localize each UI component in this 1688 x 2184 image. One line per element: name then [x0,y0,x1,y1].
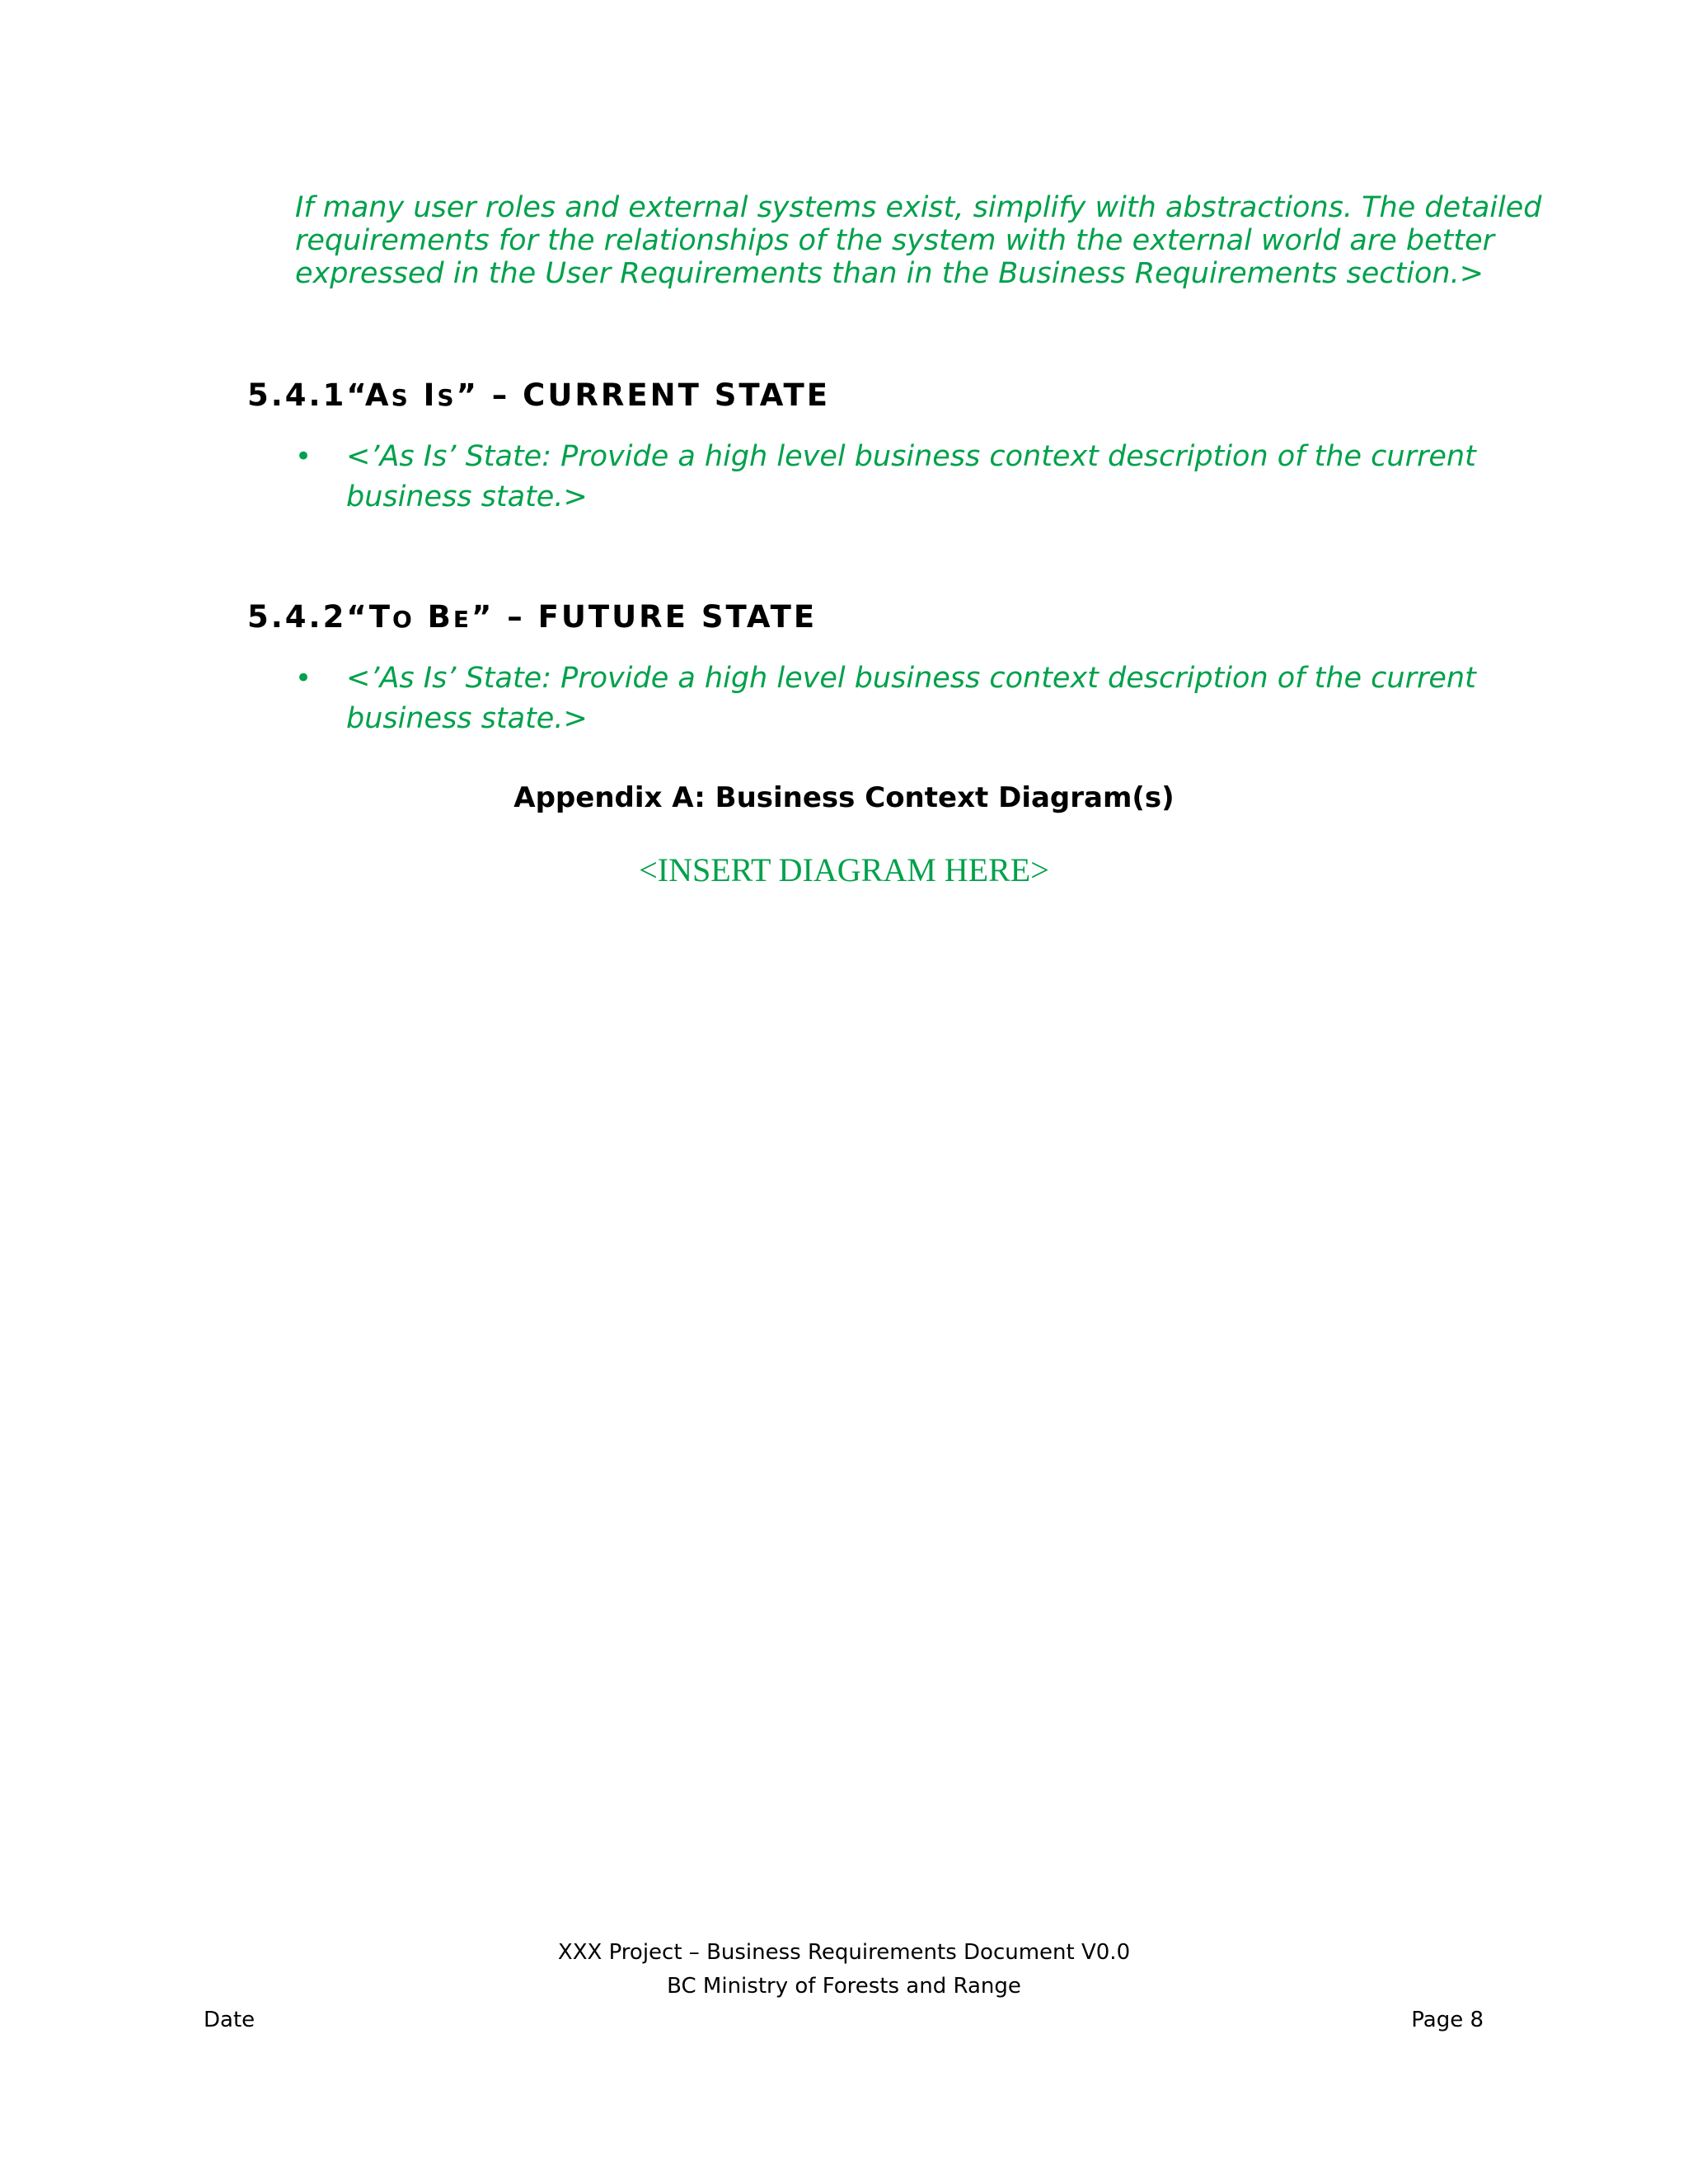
bullet-marker: • [295,440,312,473]
heading-word-cap: A [364,377,392,413]
heading-word-smallcaps: S [437,384,457,411]
intro-line: expressed in the User Requirements than in the Business Requirements section.> [295,257,1484,290]
section-heading-future-state [247,599,817,635]
bullet-line: <’As Is’ State: Provide a high level business context description of the current [346,662,1476,695]
section-number: 5.4.2 [247,599,347,635]
close-quote: ” [471,599,495,635]
bullet-text [346,658,1476,739]
heading-word-cap: I [423,377,438,413]
heading-word-smallcaps: E [452,606,471,633]
heading-word-smallcaps: S [391,384,410,411]
footer-date: Date [204,2008,256,2032]
section-number: 5.4.1 [247,377,347,413]
section-heading-current-state [247,377,830,413]
heading-word-cap: B [427,599,453,635]
heading-suffix: – FUTURE STATE [494,599,818,635]
intro-line: requirements for the relationships of the system with the external world are better [295,224,1495,257]
bullet-marker: • [295,662,312,695]
heading-word-smallcaps: O [392,606,415,633]
bullet-line: business state.> [346,480,588,513]
footer-page-number: Page 8 [1411,2008,1484,2032]
diagram-placeholder: <INSERT DIAGRAM HERE> [639,851,1049,888]
footer-document-title: XXX Project – Business Requirements Document V0.0 [557,1940,1131,1965]
footer-organization: BC Ministry of Forests and Range [667,1974,1021,1999]
heading-suffix: – CURRENT STATE [478,377,830,413]
open-quote: “ [346,377,365,413]
intro-line: If many user roles and external systems exist, simplify with abstractions. The detailed [295,191,1542,224]
open-quote: “ [346,599,369,635]
bullet-line: business state.> [346,702,588,735]
bullet-text [346,437,1476,518]
appendix-title: Appendix A: Business Context Diagram(s) [513,781,1175,814]
intro-paragraph [295,191,1542,290]
close-quote: ” [456,377,479,413]
bullet-line: <’As Is’ State: Provide a high level business context description of the current [346,440,1476,473]
heading-word-cap: T [368,599,392,635]
